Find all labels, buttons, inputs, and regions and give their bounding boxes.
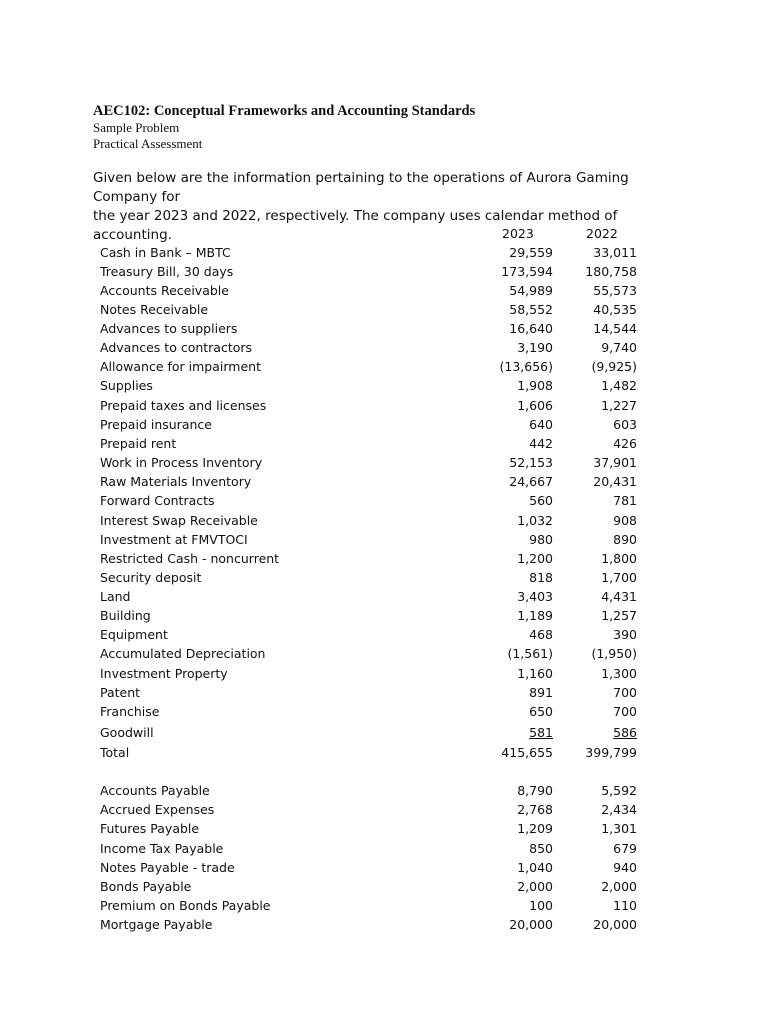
liability-row xyxy=(0,800,768,819)
value-2023: 1,040 xyxy=(517,860,553,875)
value-2023: 2,000 xyxy=(517,879,553,894)
asset-row xyxy=(0,243,768,262)
value-2022: 399,799 xyxy=(585,745,637,760)
row-label: Building xyxy=(100,608,151,623)
asset-row xyxy=(0,319,768,338)
value-2023: 818 xyxy=(529,570,553,585)
liability-row xyxy=(0,915,768,934)
total-row xyxy=(0,743,768,762)
row-label: Total xyxy=(100,745,130,760)
value-2022: 110 xyxy=(613,898,637,913)
value-2022: 426 xyxy=(613,436,637,451)
value-2022: 55,573 xyxy=(593,283,637,298)
row-label: Advances to contractors xyxy=(100,340,253,355)
liability-row xyxy=(0,896,768,915)
value-2023: 581 xyxy=(529,725,553,740)
asset-row xyxy=(0,568,768,587)
value-2023: (1,561) xyxy=(507,646,553,661)
liability-row xyxy=(0,819,768,838)
row-label: Prepaid rent xyxy=(100,436,177,451)
row-label: Mortgage Payable xyxy=(100,917,213,932)
value-2023: 24,667 xyxy=(509,474,553,489)
row-label: Futures Payable xyxy=(100,821,200,836)
row-label: Notes Payable - trade xyxy=(100,860,235,875)
asset-row xyxy=(0,606,768,625)
value-2022: (1,950) xyxy=(591,646,637,661)
asset-row xyxy=(0,338,768,357)
value-2022: 1,300 xyxy=(601,666,637,681)
row-label: Bonds Payable xyxy=(100,879,192,894)
value-2023: 1,908 xyxy=(517,378,553,393)
value-2023: 415,655 xyxy=(501,745,553,760)
row-label: Cash in Bank – MBTC xyxy=(100,245,231,260)
value-2022: 9,740 xyxy=(601,340,637,355)
asset-row xyxy=(0,723,768,742)
asset-row xyxy=(0,702,768,721)
value-2023: 20,000 xyxy=(509,917,553,932)
value-2023: 29,559 xyxy=(509,245,553,260)
value-2023: 58,552 xyxy=(509,302,553,317)
value-2023: 442 xyxy=(529,436,553,451)
value-2023: 560 xyxy=(529,493,553,508)
value-2023: 650 xyxy=(529,704,553,719)
row-label: Security deposit xyxy=(100,570,202,585)
value-2023: 2,768 xyxy=(517,802,553,817)
value-2023: 1,189 xyxy=(517,608,553,623)
value-2023: 980 xyxy=(529,532,553,547)
asset-row xyxy=(0,587,768,606)
value-2023: 173,594 xyxy=(501,264,553,279)
value-2022: 2,000 xyxy=(601,879,637,894)
row-label: Equipment xyxy=(100,627,168,642)
row-label: Restricted Cash - noncurrent xyxy=(100,551,280,566)
row-label: Accrued Expenses xyxy=(100,802,215,817)
asset-row xyxy=(0,453,768,472)
value-2023: 8,790 xyxy=(517,783,553,798)
row-label: Investment at FMVTOCI xyxy=(100,532,248,547)
value-2022: 20,431 xyxy=(593,474,637,489)
row-label: Accounts Payable xyxy=(100,783,210,798)
intro-line-2: the year 2023 and 2022, respectively. The company uses calendar method of accounting. xyxy=(93,208,618,243)
row-label: Interest Swap Receivable xyxy=(100,513,258,528)
asset-row xyxy=(0,644,768,663)
value-2022: 940 xyxy=(613,860,637,875)
value-2023: 1,606 xyxy=(517,398,553,413)
intro-line-1: Given below are the information pertaining to the operations of Aurora Gaming Company for xyxy=(93,170,629,205)
liability-row xyxy=(0,781,768,800)
value-2022: 1,482 xyxy=(601,378,637,393)
subtitle-sample-problem: Sample Problem xyxy=(93,120,180,135)
value-2023: 1,160 xyxy=(517,666,553,681)
asset-row xyxy=(0,664,768,683)
asset-row xyxy=(0,281,768,300)
column-header-2023: 2023 xyxy=(502,226,534,241)
row-label: Patent xyxy=(100,685,141,700)
asset-row xyxy=(0,683,768,702)
value-2023: 16,640 xyxy=(509,321,553,336)
asset-row xyxy=(0,300,768,319)
value-2023: 850 xyxy=(529,841,553,856)
value-2023: 1,209 xyxy=(517,821,553,836)
liability-row xyxy=(0,877,768,896)
value-2022: 603 xyxy=(613,417,637,432)
value-2022: 700 xyxy=(613,685,637,700)
asset-row xyxy=(0,262,768,281)
value-2022: 5,592 xyxy=(601,783,637,798)
course-title: AEC102: Conceptual Frameworks and Accounting Standards xyxy=(93,103,476,119)
row-label: Franchise xyxy=(100,704,160,719)
value-2022: 4,431 xyxy=(601,589,637,604)
row-label: Income Tax Payable xyxy=(100,841,224,856)
value-2022: 40,535 xyxy=(593,302,637,317)
value-2022: 1,257 xyxy=(601,608,637,623)
row-label: Prepaid taxes and licenses xyxy=(100,398,267,413)
value-2023: 3,190 xyxy=(517,340,553,355)
row-label: Accumulated Depreciation xyxy=(100,646,266,661)
value-2023: 54,989 xyxy=(509,283,553,298)
value-2022: 1,800 xyxy=(601,551,637,566)
value-2023: 891 xyxy=(529,685,553,700)
row-label: Raw Materials Inventory xyxy=(100,474,252,489)
row-label: Advances to suppliers xyxy=(100,321,238,336)
value-2023: 1,200 xyxy=(517,551,553,566)
row-label: Forward Contracts xyxy=(100,493,215,508)
value-2022: 908 xyxy=(613,513,637,528)
value-2023: 100 xyxy=(529,898,553,913)
value-2023: 1,032 xyxy=(517,513,553,528)
subtitle-practical-assessment: Practical Assessment xyxy=(93,136,203,151)
asset-row xyxy=(0,472,768,491)
row-label: Supplies xyxy=(100,378,153,393)
value-2022: 586 xyxy=(613,725,637,740)
value-2022: 20,000 xyxy=(593,917,637,932)
asset-row xyxy=(0,357,768,376)
liability-row xyxy=(0,839,768,858)
row-label: Prepaid insurance xyxy=(100,417,212,432)
value-2022: 37,901 xyxy=(593,455,637,470)
row-label: Allowance for impairment xyxy=(100,359,261,374)
asset-row xyxy=(0,415,768,434)
value-2022: 2,434 xyxy=(601,802,637,817)
row-label: Investment Property xyxy=(100,666,228,681)
asset-row xyxy=(0,376,768,395)
value-2022: 1,700 xyxy=(601,570,637,585)
value-2022: 390 xyxy=(613,627,637,642)
asset-row xyxy=(0,491,768,510)
value-2022: 180,758 xyxy=(585,264,637,279)
value-2023: 52,153 xyxy=(509,455,553,470)
value-2022: 1,301 xyxy=(601,821,637,836)
column-header-2022: 2022 xyxy=(586,226,618,241)
value-2023: 3,403 xyxy=(517,589,553,604)
row-label: Treasury Bill, 30 days xyxy=(100,264,234,279)
value-2023: (13,656) xyxy=(499,359,553,374)
value-2022: (9,925) xyxy=(591,359,637,374)
asset-row xyxy=(0,530,768,549)
row-label: Accounts Receivable xyxy=(100,283,229,298)
liability-row xyxy=(0,858,768,877)
row-label: Goodwill xyxy=(100,725,154,740)
value-2022: 33,011 xyxy=(593,245,637,260)
asset-row xyxy=(0,625,768,644)
row-label: Work in Process Inventory xyxy=(100,455,263,470)
row-label: Land xyxy=(100,589,131,604)
value-2022: 679 xyxy=(613,841,637,856)
row-label: Premium on Bonds Payable xyxy=(100,898,271,913)
value-2022: 890 xyxy=(613,532,637,547)
document-header xyxy=(93,103,475,152)
row-label: Notes Receivable xyxy=(100,302,209,317)
value-2022: 14,544 xyxy=(593,321,637,336)
value-2022: 1,227 xyxy=(601,398,637,413)
value-2022: 781 xyxy=(613,493,637,508)
value-2022: 700 xyxy=(613,704,637,719)
asset-row xyxy=(0,549,768,568)
value-2023: 640 xyxy=(529,417,553,432)
value-2023: 468 xyxy=(529,627,553,642)
asset-row xyxy=(0,396,768,415)
asset-row xyxy=(0,434,768,453)
asset-row xyxy=(0,511,768,530)
